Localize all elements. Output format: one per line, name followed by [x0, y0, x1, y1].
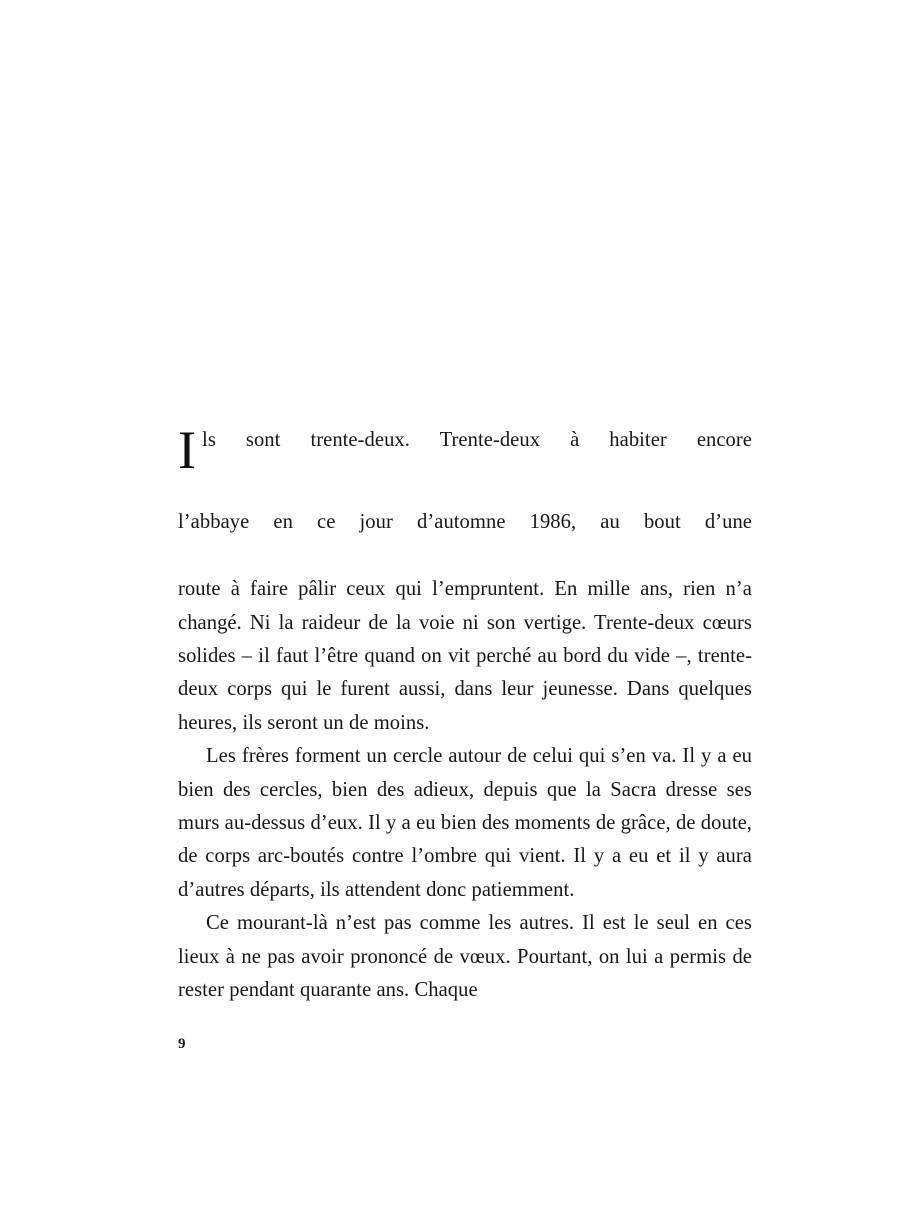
paragraph-two: Les frères forment un cercle autour de celui qui s’en va. Il y a eu bien des cercles, bien des adieux, depuis que la Sacra dresse ses murs au-dessus d’eux. Il y a eu bien des moments de grâce, de doute, de corps arc-boutés contre l’ombre qui vient. Il y a eu et il y aura d’autres départs, ils attendent donc patiemment.: [178, 745, 752, 901]
page-text-body: [178, 420, 752, 1008]
opening-second-line: l’abbaye en ce jour d’automne 1986, au bout d’une: [178, 511, 752, 534]
paragraph-three: Ce mourant-là n’est pas comme les autres. Il est le seul en ces lieux à ne pas avoir prononcé de vœux. Pourtant, on lui a permis de rester pendant quarante ans. Chaque: [178, 912, 752, 1002]
page-number: 9: [178, 1036, 186, 1052]
opening-body-text: route à faire pâlir ceux qui l’empruntent. En mille ans, rien n’a changé. Ni la raideur de la voie ni son vertige. Trente-deux cœurs solides – il faut l’être quand on vit perché au bord du vide –, trente-deux corps qui le furent aussi, dans leur jeunesse. Dans quelques heures, ils seront un de moins.: [178, 578, 752, 734]
drop-cap-letter: I: [178, 420, 197, 480]
paragraph-opening: [178, 420, 752, 740]
opening-first-line: ls sont trente-deux. Trente-deux à habiter encore: [202, 429, 752, 451]
